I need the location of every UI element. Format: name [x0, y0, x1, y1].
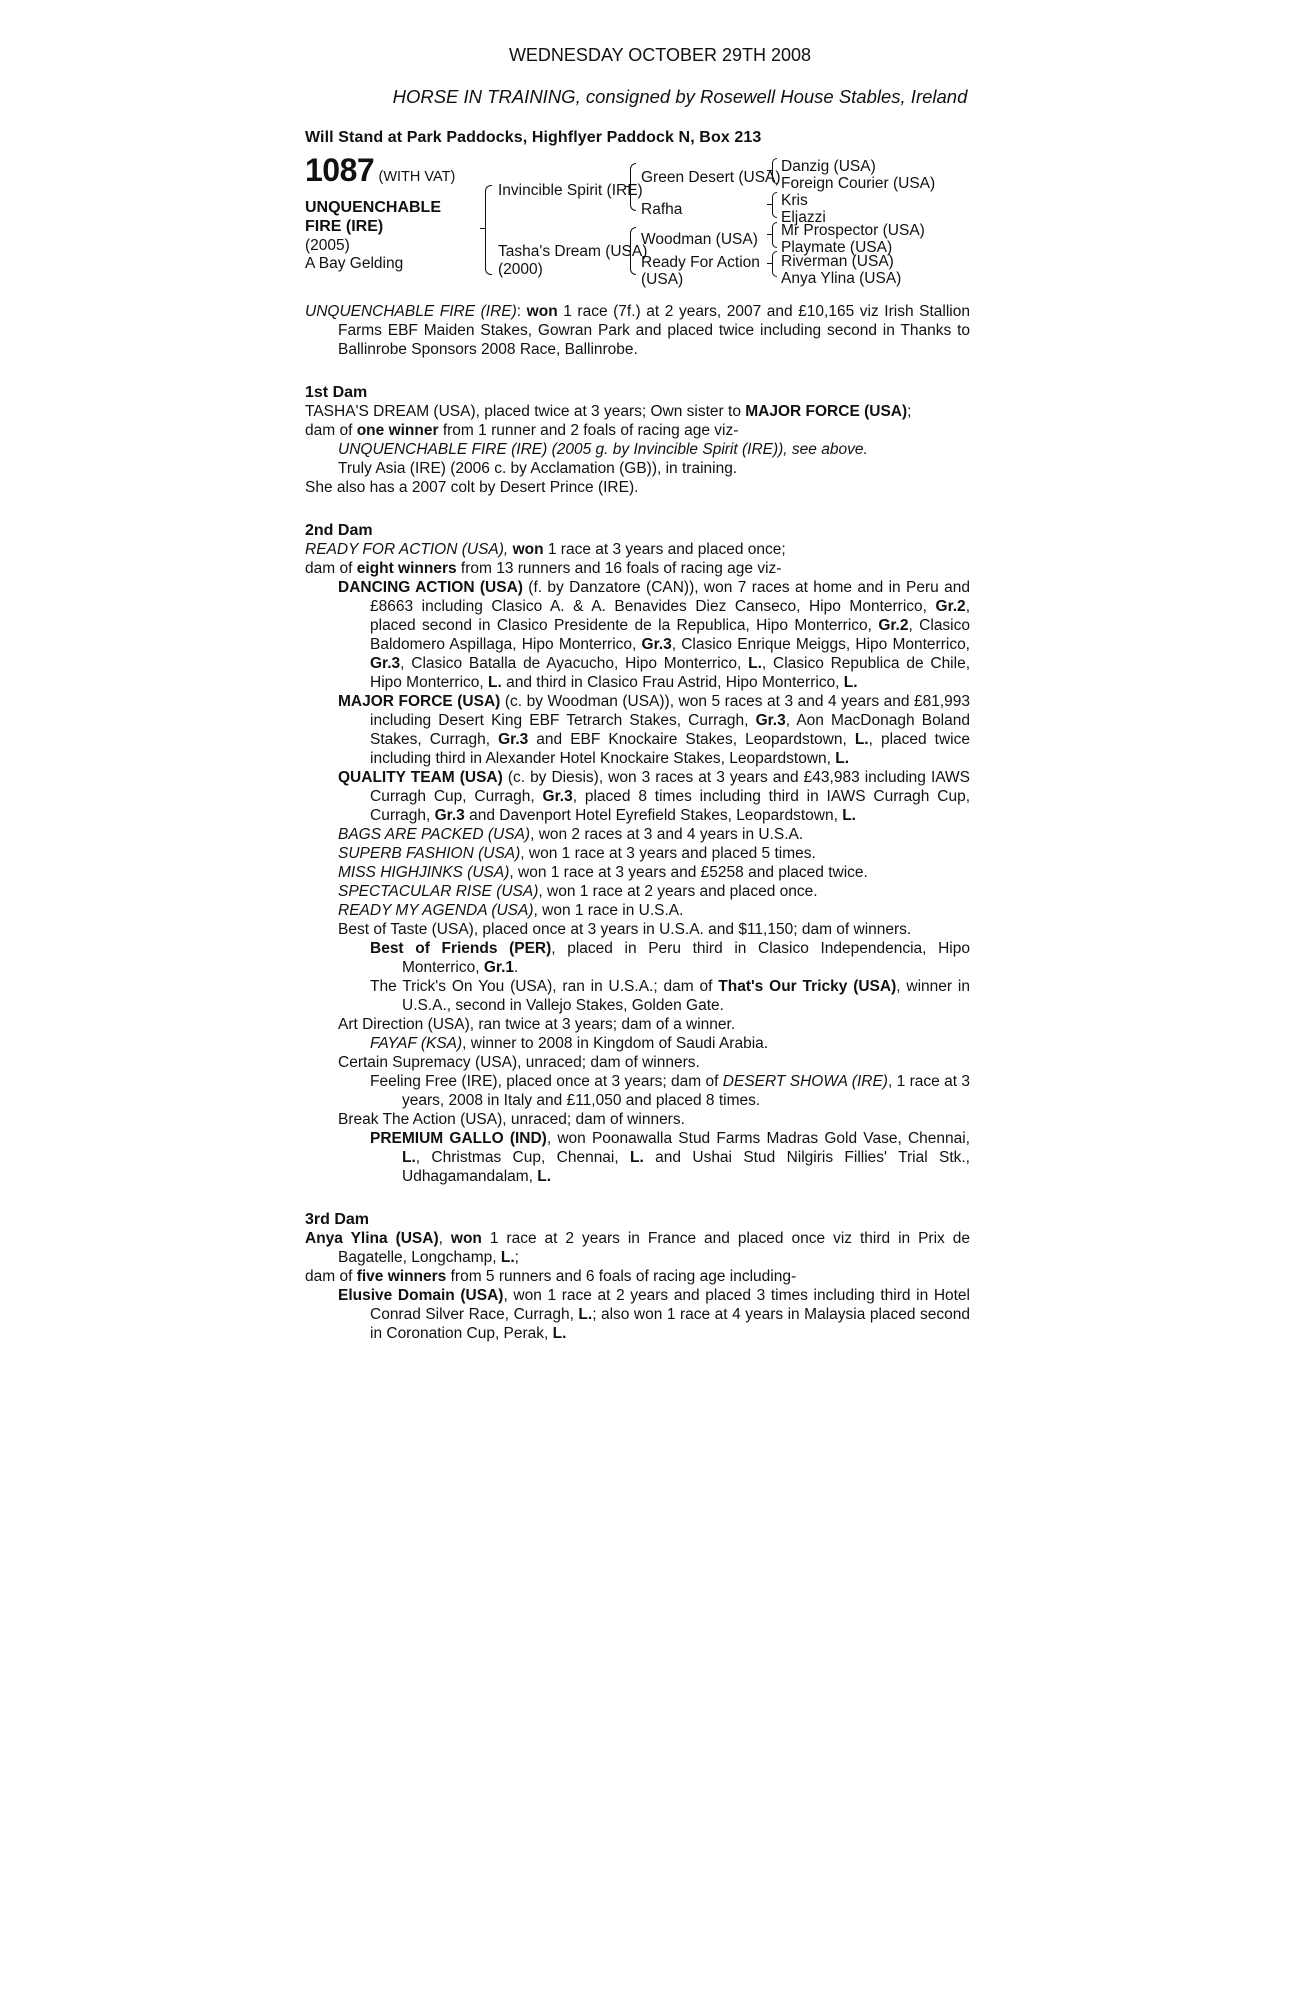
grade-badge: L. — [630, 1149, 644, 1166]
first-dam-line2 — [305, 421, 970, 440]
foaling-year: (2005) — [305, 237, 350, 254]
grade-badge: L. — [748, 655, 762, 672]
second-dam-heading: 2nd Dam — [305, 522, 373, 539]
produce-text: , winner in U.S.A., second in Vallejo Stakes, Golden Gate. — [402, 978, 970, 1014]
pedigree-brace-dam-tip — [625, 250, 630, 251]
produce-certain-supremacy: Certain Supremacy (USA), unraced; dam of winners. — [338, 1054, 700, 1071]
pedigree-ddd: Anya Ylina (USA) — [781, 270, 902, 287]
grade-badge: Gr.3 — [755, 712, 786, 729]
grade-badge: Gr.2 — [878, 617, 909, 634]
pedigree-dam-line2: (2000) — [498, 261, 543, 278]
pedigree-dam-dam-line2: (USA) — [641, 271, 684, 288]
second-dam-won: won — [512, 541, 544, 558]
first-dam-produce-1: UNQUENCHABLE FIRE (IRE) (2005 g. by Invincible Spirit (IRE)), see above. — [338, 441, 868, 458]
grade-badge: L. — [842, 807, 856, 824]
third-dam-name: Anya Ylina (USA) — [305, 1230, 439, 1247]
pedigree-brace-ds-tip — [767, 234, 772, 235]
pedigree-dam-line1: Tasha's Dream (USA) — [498, 243, 648, 260]
grade-badge: Gr.3 — [542, 788, 573, 805]
third-dam-line2 — [305, 1267, 970, 1286]
produce-miss-highjinks — [338, 863, 970, 882]
third-dam-text: dam of — [305, 1268, 357, 1285]
first-dam-note: She also has a 2007 colt by Desert Prince (IRE). — [305, 479, 639, 496]
grandproduce-best-of-friends — [305, 939, 970, 977]
produce-text: . — [514, 959, 519, 976]
grade-badge: L. — [552, 1325, 567, 1342]
grade-badge: Gr.3 — [434, 807, 465, 824]
pedigree-sire-sire: Green Desert (USA) — [641, 169, 781, 186]
produce-superb-fashion — [338, 844, 970, 863]
produce-text: (c. by Diesis), won 3 races at 3 years and £43,983 including IAWS Curragh Cup, Curragh, — [370, 769, 970, 805]
produce-bags-are-packed — [338, 825, 970, 844]
horse-name-line2: FIRE (IRE) — [305, 218, 384, 235]
produce-name: MAJOR FORCE (USA) — [338, 693, 501, 710]
horse-description: A Bay Gelding — [305, 255, 404, 272]
grandproduce-feeling-free — [305, 1072, 970, 1110]
first-dam-text: dam of — [305, 422, 357, 439]
produce-name: DESERT SHOWA (IRE) — [722, 1073, 888, 1090]
grade-badge: Gr.3 — [641, 636, 672, 653]
sale-date: WEDNESDAY OCTOBER 29TH 2008 — [508, 45, 812, 65]
pedigree-brace-sd-tip — [767, 204, 772, 205]
produce-text: , won 1 race at 3 years and £5258 and placed twice. — [509, 864, 868, 881]
grade-badge: L. — [835, 750, 850, 767]
produce-name: READY MY AGENDA (USA) — [338, 902, 534, 919]
produce-text: , placed second in Clasico Presidente de la Republica, Hipo Monterrico, — [370, 598, 970, 634]
catalogue-page — [305, 40, 1025, 1343]
stand-location: Will Stand at Park Paddocks, Highflyer Paddock N, Box 213 — [305, 129, 762, 146]
pedigree-brace-ds — [772, 222, 777, 248]
third-dam-winners: five winners — [356, 1268, 447, 1285]
produce-text: , won 1 race at 2 years and placed once. — [538, 883, 818, 900]
horse-name-line1: UNQUENCHABLE — [305, 199, 441, 216]
first-dam-winners: one winner — [356, 422, 439, 439]
produce-spectacular-rise — [338, 882, 970, 901]
pedigree-brace-sire-tip — [625, 186, 630, 187]
second-dam-winners: eight winners — [356, 560, 457, 577]
consignment-line: HORSE IN TRAINING, consigned by Rosewell House Stables, Ireland — [392, 86, 968, 107]
pedigree-dam-sire: Woodman (USA) — [641, 231, 758, 248]
produce-text: The Trick's On You (USA), ran in U.S.A.; dam of — [370, 978, 719, 995]
produce-text: , Christmas Cup, Chennai, — [415, 1149, 631, 1166]
produce-text: , Clasico Republica de Chile, Hipo Monterrico, — [370, 655, 970, 691]
produce-text: ; also won 1 race at 4 years in Malaysia placed second in Coronation Cup, Perak, — [370, 1306, 970, 1342]
produce-text: , placed twice including third in Alexander Hotel Knockaire Stakes, Leopardstown, — [370, 731, 970, 767]
first-dam-text: from 1 runner and 2 foals of racing age viz- — [438, 422, 739, 439]
grandproduce-fayaf — [370, 1034, 970, 1053]
pedigree-dss: Mr Prospector (USA) — [781, 222, 925, 239]
pedigree-sss: Danzig (USA) — [781, 158, 876, 175]
produce-text: (f. by Danzatore (CAN)), won 7 races at home and in Peru and £8663 including Clasico A. & A. Benavides Diez Canseco, Hipo Monterrico, — [370, 579, 970, 615]
produce-text: , Clasico Batalla de Ayacucho, Hipo Monterrico, — [400, 655, 749, 672]
pedigree-brace-sd — [772, 192, 777, 218]
produce-name: Elusive Domain (USA) — [338, 1287, 504, 1304]
grade-badge: L. — [578, 1306, 593, 1323]
pedigree-sds: Kris — [781, 192, 808, 209]
produce-name: PREMIUM GALLO (IND) — [370, 1130, 547, 1147]
third-dam-text: 1 race at 2 years in France and placed once viz third in Prix de Bagatelle, Longchamp, — [338, 1230, 970, 1266]
produce-text: , 1 race at 3 years, 2008 in Italy and £11,050 and placed 8 times. — [402, 1073, 970, 1109]
grandproduce-premium-gallo — [305, 1129, 970, 1186]
pedigree-sire: Invincible Spirit (IRE) — [498, 182, 643, 199]
second-dam-text: dam of — [305, 560, 357, 577]
produce-name: QUALITY TEAM (USA) — [338, 769, 503, 786]
produce-text: , placed in Peru third in Clasico Independencia, Hipo Monterrico, — [402, 940, 970, 976]
produce-text: Feeling Free (IRE), placed once at 3 years; dam of — [370, 1073, 723, 1090]
produce-text: and Davenport Hotel Eyrefield Stakes, Leopardstown, — [464, 807, 843, 824]
lot-number: 1087 — [305, 152, 375, 188]
grandproduce-tricks-on-you — [305, 977, 970, 1015]
pedigree-sire-dam: Rafha — [641, 201, 683, 218]
pedigree-ssd: Foreign Courier (USA) — [781, 175, 936, 192]
produce-name: DANCING ACTION (USA) — [338, 579, 523, 596]
third-dam-won: won — [450, 1230, 482, 1247]
pedigree-brace-dam — [630, 227, 636, 275]
third-dam-line1 — [305, 1229, 970, 1267]
produce-quality-team — [305, 768, 970, 825]
pedigree-brace-dd-tip — [767, 263, 772, 264]
pedigree-brace-ss-tip — [767, 170, 772, 171]
pedigree-brace-main-tip — [480, 228, 485, 229]
produce-name: FAYAF (KSA) — [370, 1035, 463, 1052]
second-dam-line2 — [305, 559, 970, 578]
produce-text: , Aon MacDonagh Boland Stakes, Curragh, — [370, 712, 970, 748]
produce-text: and Ushai Stud Nilgiris Fillies' Trial Stk., Udhagamandalam, — [402, 1149, 970, 1185]
second-dam-text: from 13 runners and 16 foals of racing age viz- — [456, 560, 782, 577]
produce-major-force — [305, 692, 970, 768]
first-dam-semicolon: ; — [907, 403, 912, 420]
grade-badge: L. — [500, 1249, 515, 1266]
produce-name: SUPERB FASHION (USA) — [338, 845, 521, 862]
summary-won: won — [526, 303, 558, 320]
produce-name: BAGS ARE PACKED (USA) — [338, 826, 531, 843]
pedigree-brace-sire — [630, 163, 636, 211]
produce-text: and third in Clasico Frau Astrid, Hipo Monterrico, — [501, 674, 844, 691]
grade-badge: L. — [488, 674, 502, 691]
produce-text: , Clasico Enrique Meiggs, Hipo Monterrico, — [671, 636, 970, 653]
produce-name: Best of Friends (PER) — [370, 940, 552, 957]
pedigree-brace-main — [485, 185, 492, 275]
third-dam-text: ; — [514, 1249, 519, 1266]
grade-badge: L. — [843, 674, 858, 691]
produce-text: , won Poonawalla Stud Farms Madras Gold Vase, Chennai, — [546, 1130, 970, 1147]
produce-text: , won 2 races at 3 and 4 years in U.S.A. — [530, 826, 804, 843]
summary-horse-name: UNQUENCHABLE FIRE (IRE) — [305, 303, 517, 320]
produce-name: SPECTACULAR RISE (USA) — [338, 883, 539, 900]
produce-text: , placed 8 times including third in IAWS Curragh Cup, Curragh, — [370, 788, 970, 824]
grade-badge: Gr.1 — [483, 959, 515, 976]
race-record-body — [305, 302, 970, 1343]
produce-text: (c. by Woodman (USA)), won 5 races at 3 and 4 years and £81,993 including Desert King EBF Tetrarch Stakes, Curragh, — [370, 693, 971, 729]
third-dam-heading: 3rd Dam — [305, 1211, 370, 1228]
grade-badge: L. — [854, 731, 869, 748]
third-dam-text: from 5 runners and 6 foals of racing age including- — [446, 1268, 797, 1285]
produce-best-of-taste: Best of Taste (USA), placed once at 3 years in U.S.A. and $11,150; dam of winners. — [338, 921, 912, 938]
pedigree-brace-dd — [772, 251, 777, 277]
produce-text: , won 1 race in U.S.A. — [533, 902, 684, 919]
third-dam-text: , — [438, 1230, 451, 1247]
produce-name: That's Our Tricky (USA) — [718, 978, 897, 995]
lot-header — [305, 152, 1025, 315]
pedigree-dds: Riverman (USA) — [781, 253, 894, 270]
first-dam-heading: 1st Dam — [305, 384, 368, 401]
summary-colon: : — [516, 303, 527, 320]
pedigree-brace-ss — [772, 158, 777, 184]
second-dam-line1 — [305, 540, 970, 559]
first-dam-text: TASHA'S DREAM (USA), placed twice at 3 years; Own sister to — [305, 403, 746, 420]
produce-text: , Clasico Baldomero Aspillaga, Hipo Monterrico, — [370, 617, 971, 653]
first-dam-produce-2: Truly Asia (IRE) (2006 c. by Acclamation (GB)), in training. — [338, 460, 738, 477]
produce-dancing-action — [305, 578, 970, 692]
grade-badge: Gr.3 — [498, 731, 529, 748]
produce-break-the-action: Break The Action (USA), unraced; dam of winners. — [338, 1111, 685, 1128]
pedigree-dsd: Playmate (USA) — [781, 239, 893, 256]
vat-note: (WITH VAT) — [378, 169, 456, 185]
produce-text: , won 1 race at 2 years and placed 3 times including third in Hotel Conrad Silver Race, Curragh, — [370, 1287, 971, 1323]
grade-badge: Gr.3 — [370, 655, 401, 672]
first-dam-sister: MAJOR FORCE (USA) — [745, 403, 908, 420]
pedigree-dam-dam-line1: Ready For Action — [641, 254, 760, 271]
produce-elusive-domain — [305, 1286, 970, 1343]
produce-text: , won 1 race at 3 years and placed 5 times. — [520, 845, 816, 862]
produce-ready-my-agenda — [338, 901, 970, 920]
grade-badge: L. — [537, 1168, 552, 1185]
summary-text: 1 race (7f.) at 2 years, 2007 and £10,165 viz Irish Stallion Farms EBF Maiden Stakes, Gowran Park and placed twice including second in Thanks to Ballinrobe Sponsors 2008 Race, Ballinrobe. — [338, 303, 970, 358]
pedigree-sdd: Eljazzi — [781, 209, 826, 226]
second-dam-text: 1 race at 3 years and placed once; — [543, 541, 786, 558]
grade-badge: L. — [402, 1149, 416, 1166]
produce-text: , winner to 2008 in Kingdom of Saudi Arabia. — [462, 1035, 769, 1052]
second-dam-name: READY FOR ACTION (USA), — [305, 541, 513, 558]
grade-badge: Gr.2 — [935, 598, 966, 615]
first-dam-line1 — [305, 402, 970, 421]
produce-art-direction: Art Direction (USA), ran twice at 3 years; dam of a winner. — [338, 1016, 736, 1033]
lot-number-line — [305, 152, 456, 188]
produce-text: and EBF Knockaire Stakes, Leopardstown, — [528, 731, 855, 748]
produce-name: MISS HIGHJINKS (USA) — [338, 864, 510, 881]
